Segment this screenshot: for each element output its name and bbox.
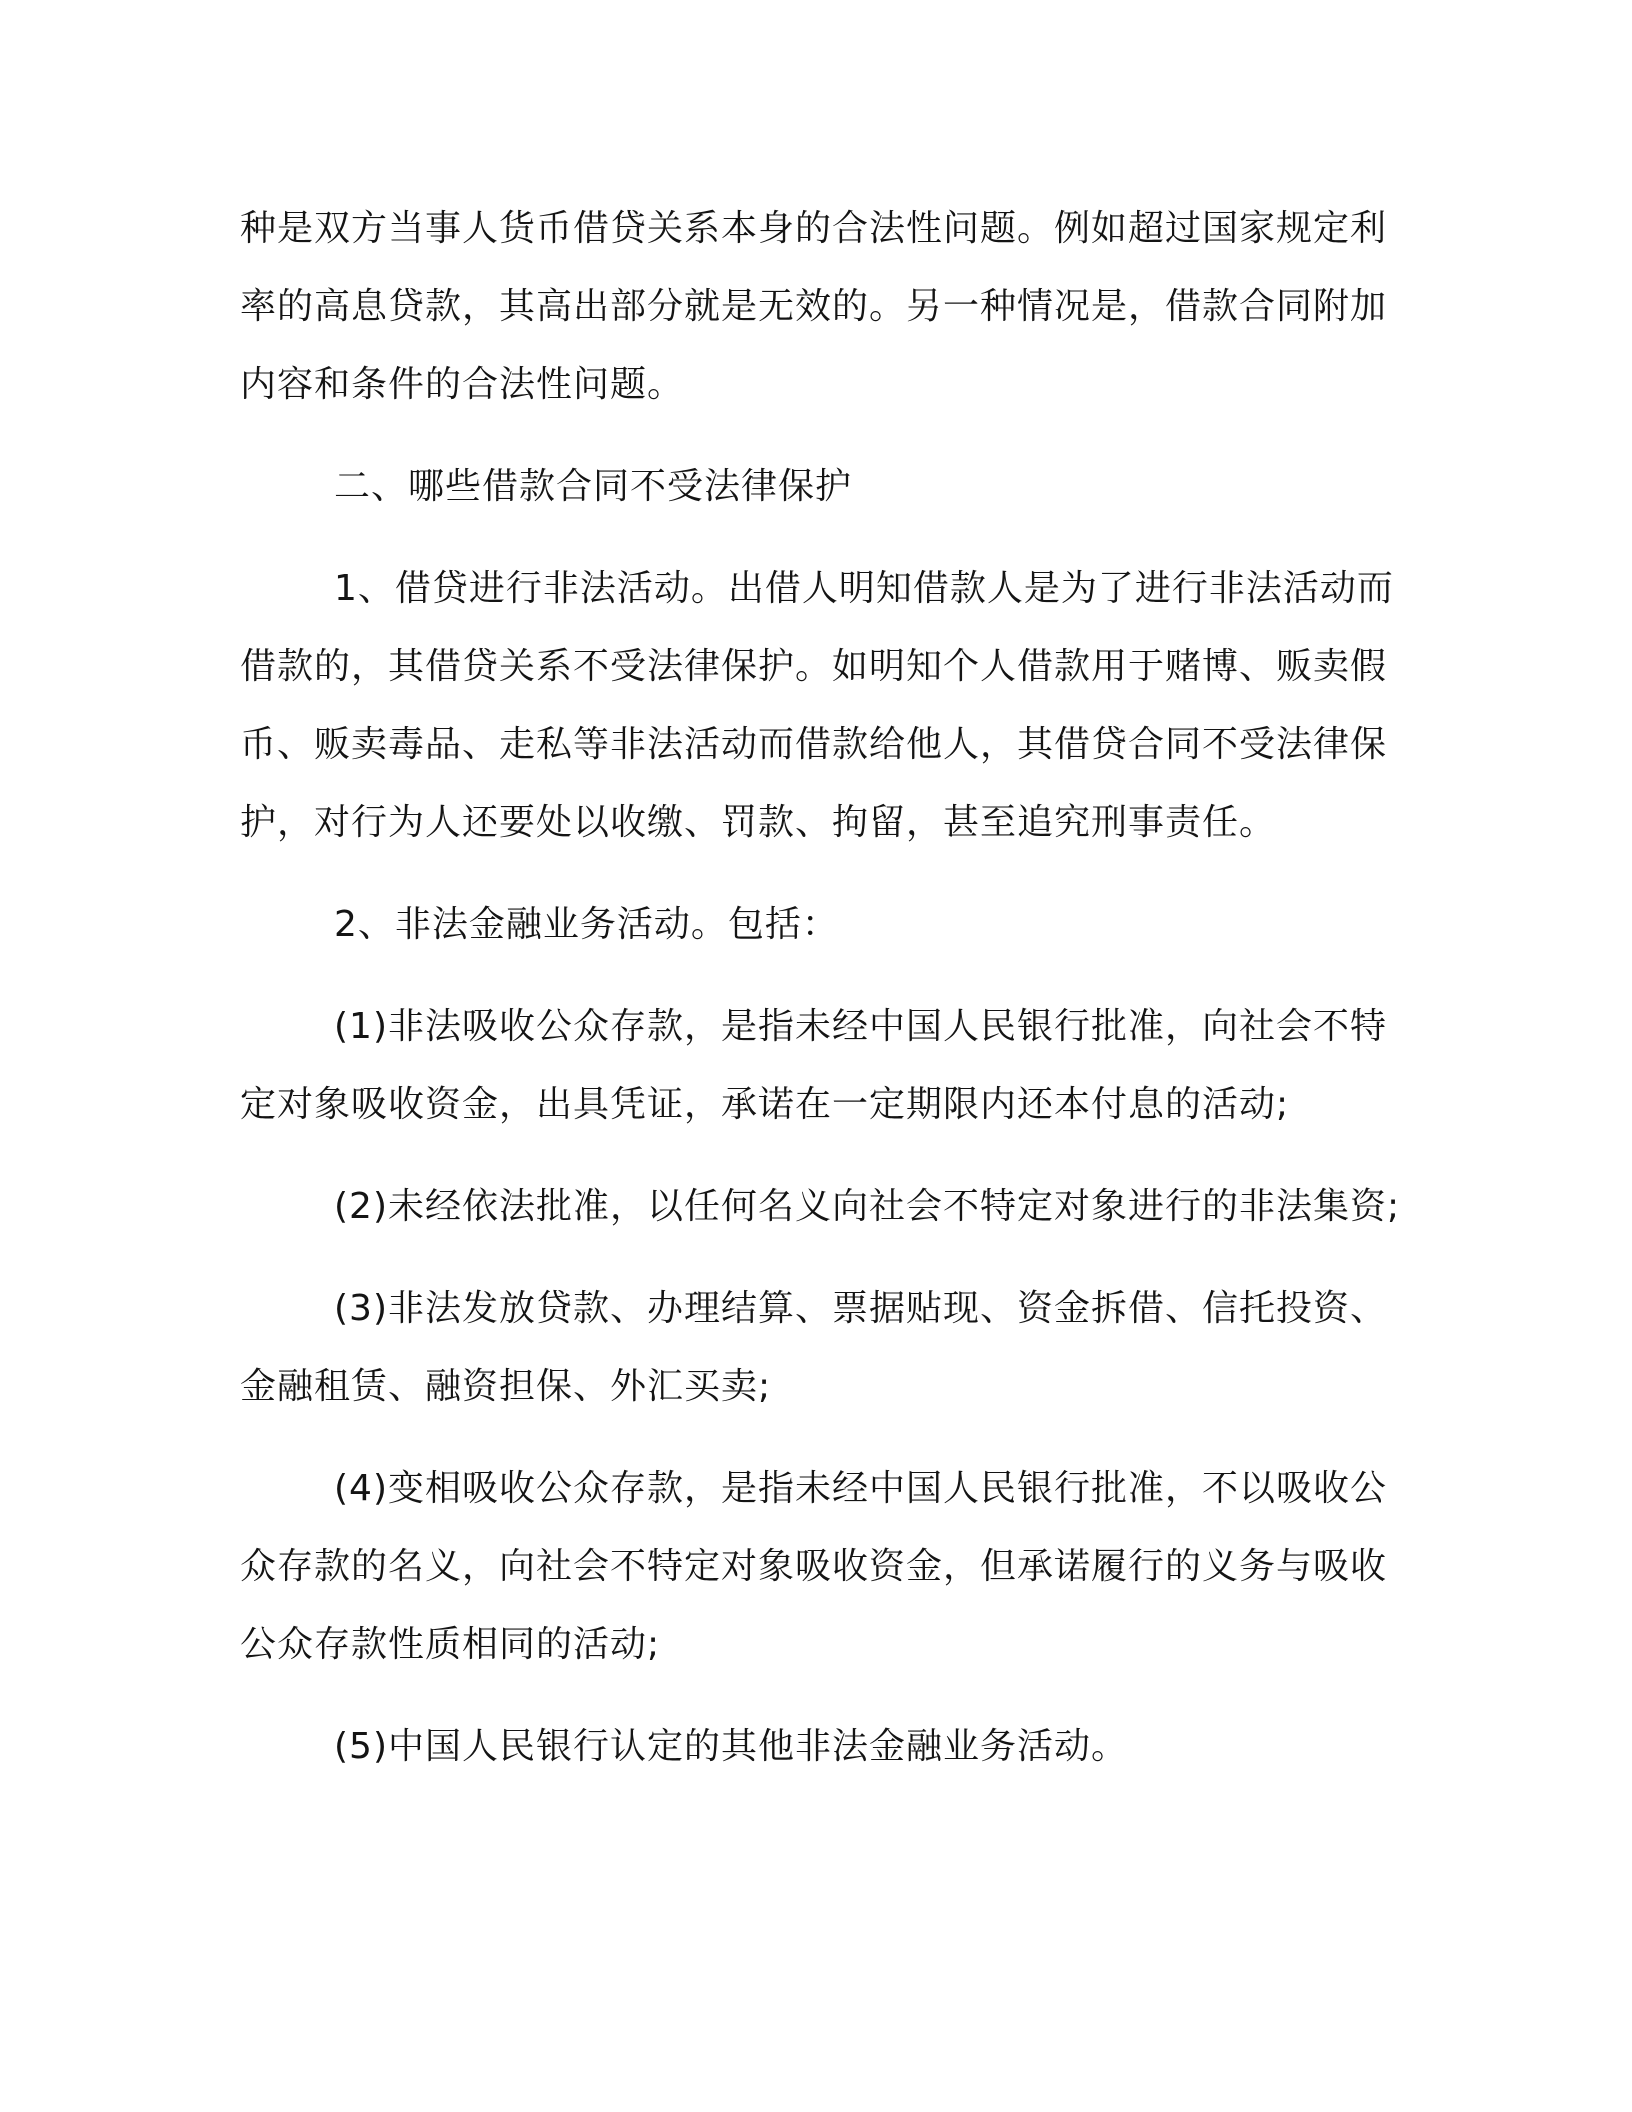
- paragraph-subitem-5: (5)中国人民银行认定的其他非法金融业务活动。: [334, 1726, 1128, 1767]
- paragraph-subitem-3: (3)非法发放贷款、办理结算、票据贴现、资金拆借、信托投资、金融租赁、融资担保、外汇买卖;: [240, 1288, 1387, 1407]
- paragraph-subitem-1: (1)非法吸收公众存款，是指未经中国人民银行批准，向社会不特定对象吸收资金，出具凭证，承诺在一定期限内还本付息的活动;: [240, 1006, 1387, 1125]
- paragraph-item-1: 1、借贷进行非法活动。出借人明知借款人是为了进行非法活动而借款的，其借贷关系不受法律保护。如明知个人借款用于赌博、贩卖假币、贩卖毒品、走私等非法活动而借款给他人，其借贷合同不受法律保护，对行为人还要处以收缴、罚款、拘留，甚至追究刑事责任。: [240, 568, 1394, 843]
- paragraph-legality-intro: 种是双方当事人货币借贷关系本身的合法性问题。例如超过国家规定利率的高息贷款，其高出部分就是无效的。另一种情况是，借款合同附加内容和条件的合法性问题。: [240, 208, 1388, 405]
- section-heading: 二、哪些借款合同不受法律保护: [334, 466, 853, 507]
- paragraph-item-2: 2、非法金融业务活动。包括：: [334, 904, 839, 945]
- paragraph-subitem-4: (4)变相吸收公众存款，是指未经中国人民银行批准，不以吸收公众存款的名义，向社会不特定对象吸收资金，但承诺履行的义务与吸收公众存款性质相同的活动;: [240, 1468, 1388, 1665]
- paragraph-subitem-2: (2)未经依法批准，以任何名义向社会不特定对象进行的非法集资;: [334, 1186, 1401, 1227]
- document-page: [240, 190, 1420, 1786]
